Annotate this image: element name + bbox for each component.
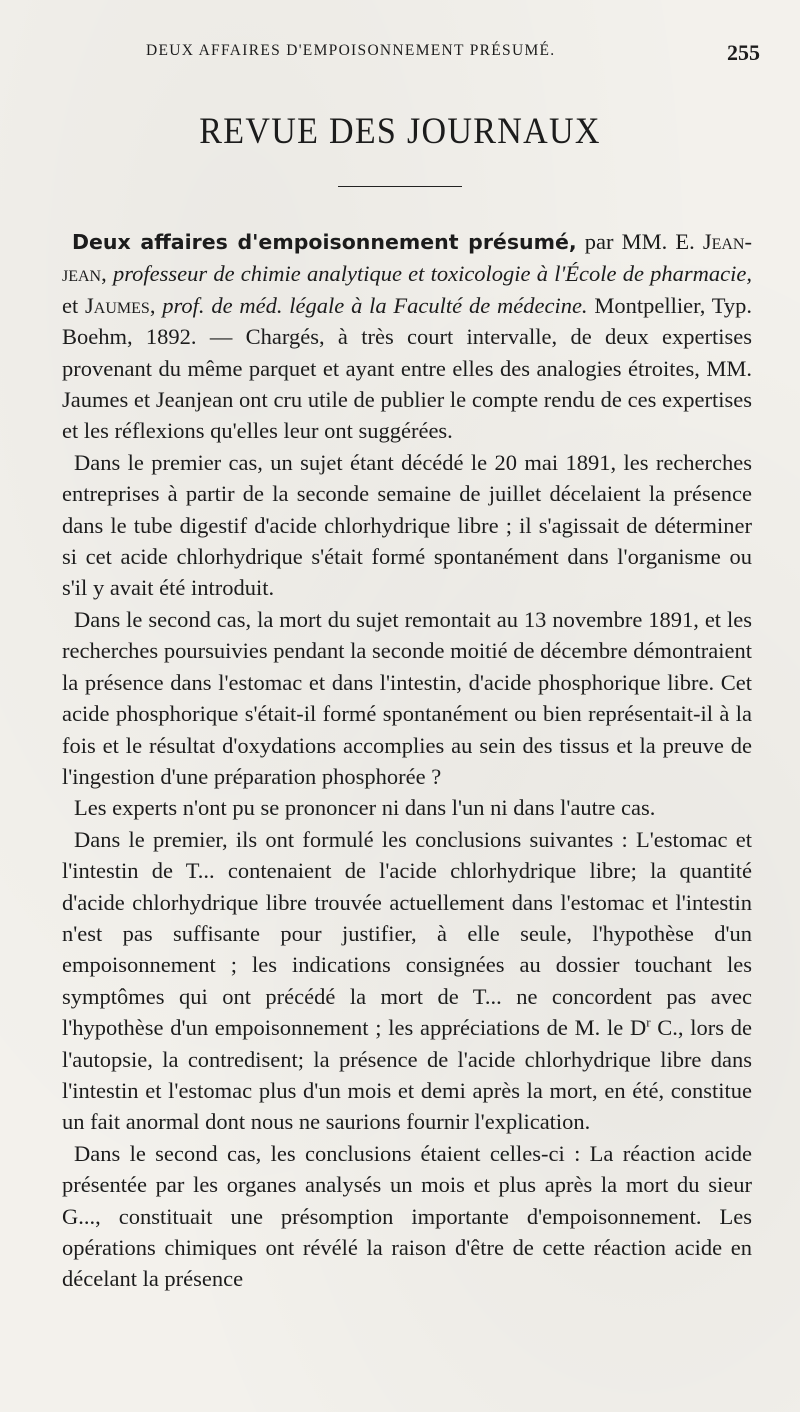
paragraph-case-2: Dans le second cas, la mort du sujet remontait au 13 novembre 1891, et les recherches poursuivies pendant la seconde moitié de décembre démontraient la présence dans l'estomac et dans l'intestin, d'acide phosphorique libre. Cet acide phosphorique s'était-il formé spontanément ou bien représentait-il à la fois et le résultat d'oxydations accomplies au sein des tissus et la preuve de l'ingestion d'une préparation phosphorée ?	[62, 606, 752, 789]
running-title: DEUX AFFAIRES D'EMPOISONNEMENT PRÉSUMÉ.	[146, 42, 556, 59]
paragraph-experts: Les experts n'ont pu se prononcer ni dans l'un ni dans l'autre cas.	[74, 795, 656, 821]
byline-by: par MM. E.	[576, 229, 703, 254]
article-lead-title: Deux affaires d'empoisonnement présumé,	[72, 230, 577, 254]
byline-and: et	[62, 292, 86, 318]
article-body	[62, 226, 752, 1295]
running-head	[60, 40, 760, 64]
author-1: Jean-jean	[62, 229, 752, 287]
conclusions-1-text-b: C., lors de l'autopsie, la contredisent; la présence de l'acide chlorhydrique libre dans l'intestin et l'estomac plus d'un mois et demi après la mort, en été, constitue un fait anormal dont nous ne saurions fournir l'explication.	[62, 1015, 753, 1135]
page-number: 255	[727, 40, 760, 65]
paragraph-case-1: Dans le premier cas, un sujet étant décédé le 20 mai 1891, les recherches entreprises à partir de la seconde semaine de juillet décelaient la présence dans le tube digestif d'acide chlorhydrique libre ; il s'agissait de déterminer si cet acide chlorhydrique s'était formé spontanément dans l'organisme ou s'il y avait été introduit.	[62, 449, 752, 601]
author-1-role: professeur de chimie analytique et toxicologie à l'École de pharmacie,	[112, 261, 752, 287]
title-rule	[338, 186, 462, 187]
section-title: REVUE DES JOURNAUX	[199, 111, 601, 152]
author-2-role: prof. de méd. légale à la Faculté de médecine.	[162, 292, 588, 318]
author-2: Jaumes	[85, 292, 150, 318]
separator-1: ,	[101, 261, 113, 287]
paragraph-intro	[62, 226, 752, 447]
paragraph-conclusions-1	[62, 824, 752, 1138]
superscript-r: r	[646, 1014, 651, 1030]
conclusions-1-text-a: Dans le premier, ils ont formulé les conclusions suivantes : L'estomac et l'intestin de T... contenaient de l'acide chlorhydrique libre; la quantité d'acide chlorhydrique libre trouvée actuellement dans l'estomac et l'intestin n'est pas suffisante pour justifier, à elle seule, l'hypothèse d'un empoisonnement ; les indications consignées au dossier touchant les symptômes qui ont précédé la mort de T... ne concordent pas avec l'hypothèse d'un empoisonnement ; les appréciations de M. le D	[62, 826, 752, 1041]
separator-2: ,	[149, 292, 163, 318]
intro-text: Montpellier, Typ. Boehm, 1892. — Chargés, à très court intervalle, de deux expertises provenant du même parquet et ayant entre elles des analogies étroites, MM. Jaumes et Jeanjean ont cru utile de publier le compte rendu de ces expertises et les réflexions qu'elles leur ont suggérées.	[62, 292, 753, 444]
paragraph-conclusions-2: Dans le second cas, les conclusions étaient celles-ci : La réaction acide présentée par les organes analysés un mois et plus après la mort du sieur G..., constituait une présomption importante d'empoisonnement. Les opérations chimiques ont révélé la raison d'être de cette réaction acide en décelant la présence	[62, 1140, 752, 1292]
